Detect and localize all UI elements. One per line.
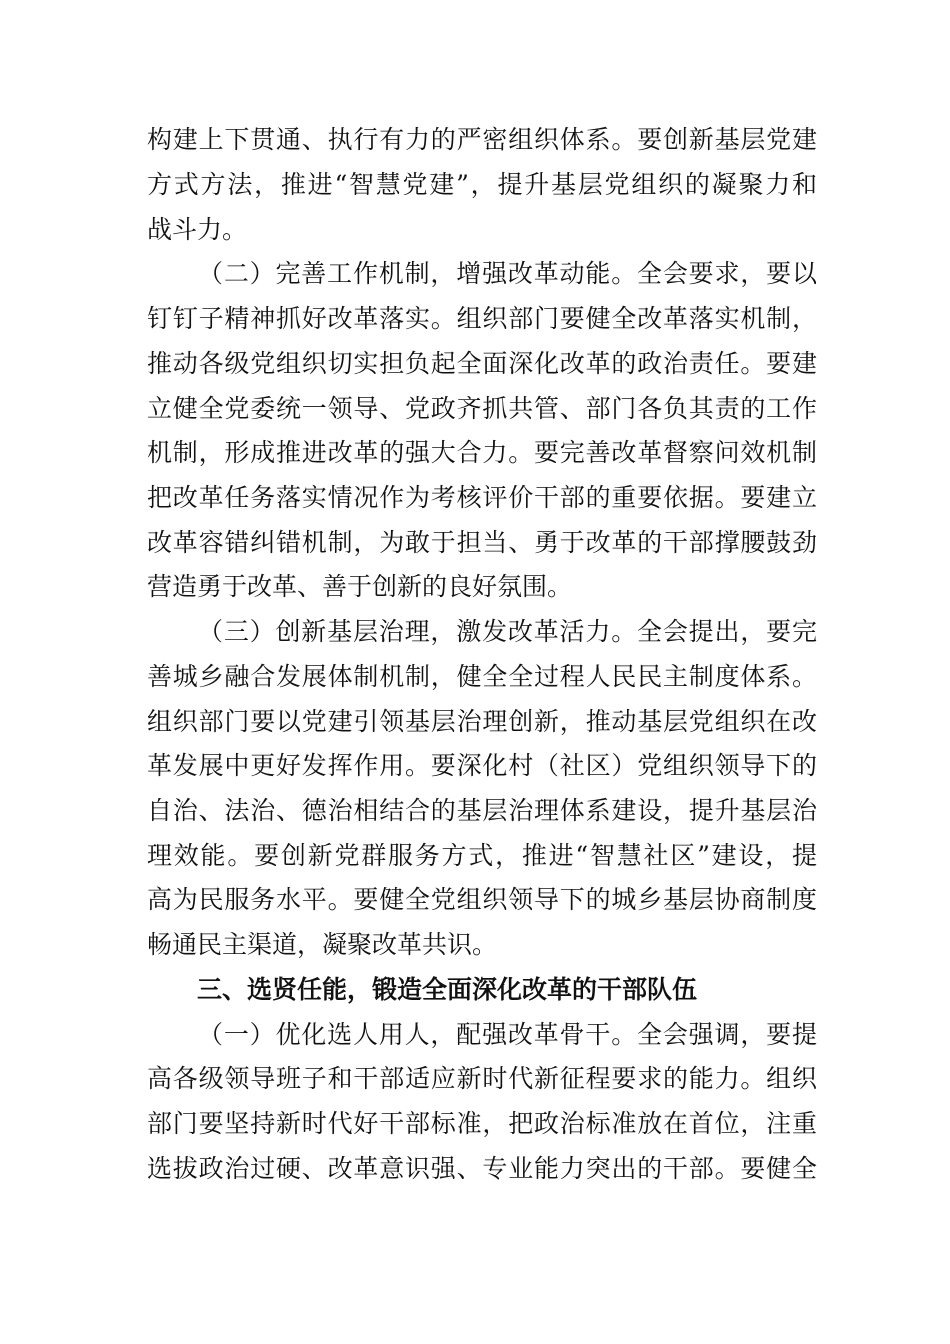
body-text-line: 畅通民主渠道，凝聚改革共识。 [147, 930, 498, 959]
body-text-line: 立健全党委统一领导、党政齐抓共管、部门各负其责的工作 [147, 394, 817, 423]
body-text-line: 营造勇于改革、善于创新的良好氛围。 [147, 572, 573, 601]
body-text-line: 把改革任务落实情况作为考核评价干部的重要依据。要建立 [147, 483, 817, 512]
body-text-line: 革发展中更好发挥作用。要深化村（社区）党组织领导下的 [147, 751, 817, 780]
body-text-line: 战斗力。 [147, 215, 248, 244]
body-text-line: 善城乡融合发展体制机制，健全全过程人民民主制度体系。 [147, 662, 817, 691]
body-text-line: 自治、法治、德治相结合的基层治理体系建设，提升基层治 [147, 796, 817, 825]
section-heading: 三、选贤任能，锻造全面深化改革的干部队伍 [197, 975, 698, 1004]
body-text-line: 机制，形成推进改革的强大合力。要完善改革督察问效机制 [147, 438, 817, 467]
body-text-line: 改革容错纠错机制，为敢于担当、勇于改革的干部撑腰鼓劲 [147, 528, 817, 557]
body-text-line: 钉钉子精神抓好改革落实。组织部门要健全改革落实机制， [147, 304, 817, 333]
paragraph-first-line: （三）创新基层治理，激发改革活力。全会提出，要完 [198, 617, 817, 646]
body-text-line: 方式方法，推进“智慧党建”，提升基层党组织的凝聚力和 [147, 170, 817, 199]
body-text-line: 理效能。要创新党群服务方式，推进“智慧社区”建设，提 [147, 841, 817, 870]
body-text-line: 高为民服务水平。要健全党组织领导下的城乡基层协商制度 [147, 885, 817, 914]
body-text-line: 部门要坚持新时代好干部标准，把政治标准放在首位，注重 [147, 1109, 817, 1138]
body-text-line: 选拔政治过硬、改革意识强、专业能力突出的干部。要健全 [147, 1154, 817, 1183]
body-text-line: 高各级领导班子和干部适应新时代新征程要求的能力。组织 [147, 1064, 817, 1093]
body-text-line: 构建上下贯通、执行有力的严密组织体系。要创新基层党建 [147, 125, 817, 154]
body-text-line: 组织部门要以党建引领基层治理创新，推动基层党组织在改 [147, 707, 817, 736]
paragraph-first-line: （二）完善工作机制，增强改革动能。全会要求，要以 [198, 259, 817, 288]
body-text-line: 推动各级党组织切实担负起全面深化改革的政治责任。要建 [147, 349, 817, 378]
paragraph-first-line: （一）优化选人用人，配强改革骨干。全会强调，要提 [198, 1020, 817, 1049]
